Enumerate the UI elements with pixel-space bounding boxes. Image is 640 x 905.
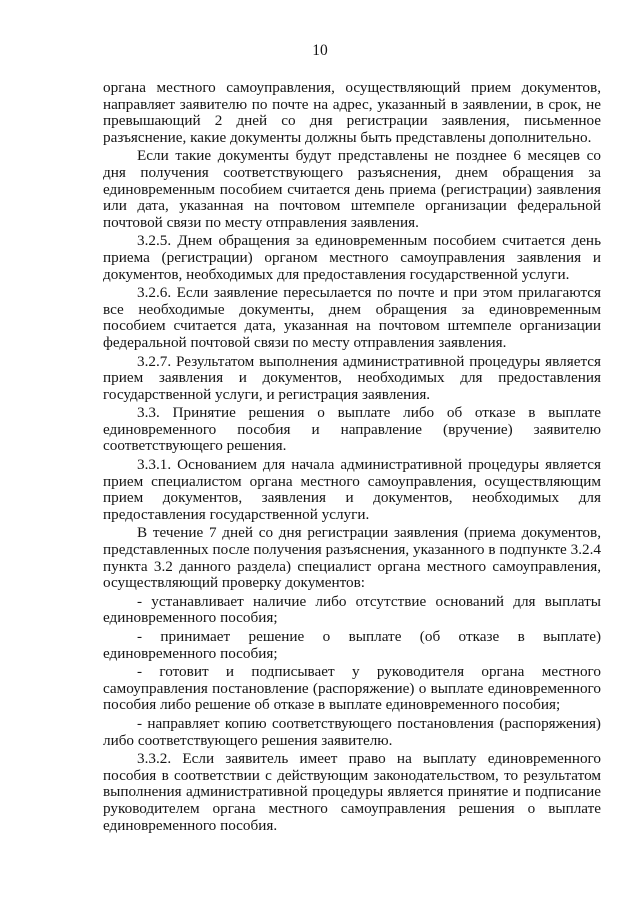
paragraph-continuation: органа местного самоуправления, осуществляющий прием документов, направляет заявителю по почте на адрес, указанный в заявлении, в срок, не превышающий 2 дней со дня регистрации заявления, письменное разъяснение, какие документы должны быть представлены дополнительно.: [103, 79, 601, 146]
document-body: [103, 80, 601, 836]
paragraph-3-3-1: 3.3.1. Основанием для начала административной процедуры является прием специалистом органа местного самоуправления, осуществляющим прием документов, заявления и документов, необходимых для предоставления государственной услуги.: [103, 456, 601, 523]
paragraph-3-3: 3.3. Принятие решения о выплате либо об отказе в выплате единовременного пособия и направление (вручение) заявителю соответствующего решения.: [103, 404, 601, 455]
paragraph-3-2-7: 3.2.7. Результатом выполнения административной процедуры является прием заявления и документов, необходимых для предоставления государственной услуги, и регистрация заявления.: [103, 352, 601, 403]
paragraph-seven-days: В течение 7 дней со дня регистрации заявления (приема документов, представленных после получения разъяснения, указанного в подпункте 3.2.4 пункта 3.2 данного раздела) специалист органа местного самоуправления, осуществляющий проверку документов:: [103, 524, 601, 592]
paragraph-3-2-6: 3.2.6. Если заявление пересылается по почте и при этом прилагаются все необходимые документы, днем обращения за единовременным пособием считается дата, указанная на почтовом штемпеле организации федеральной почтовой связи по месту отправления заявления.: [103, 284, 601, 351]
list-item-decides: - принимает решение о выплате (об отказе в выплате) единовременного пособия;: [103, 628, 601, 662]
paragraph-documents-deadline: Если такие документы будут представлены не позднее 6 месяцев со дня получения соответствующего разъяснения, днем обращения за единовременным пособием считается день приема (регистрации) заявления или дата, указанная на почтовом штемпеле организации федеральной почтовой связи по месту отправления заявления.: [103, 147, 601, 231]
list-item-sends: - направляет копию соответствующего постановления (распоряжения) либо соответствующего решения заявителю.: [103, 714, 601, 749]
list-item-prepares: - готовит и подписывает у руководителя органа местного самоуправления постановление (распоряжение) о выплате единовременного пособия либо решение об отказе в выплате единовременного пособия;: [103, 663, 601, 714]
list-item-establishes: - устанавливает наличие либо отсутствие оснований для выплаты единовременного пособия;: [103, 592, 601, 627]
paragraph-3-2-5: 3.2.5. Днем обращения за единовременным пособием считается день приема (регистрации) органом местного самоуправления заявления и документов, необходимых для предоставления государственной услуги.: [103, 232, 601, 283]
page-number: 10: [312, 42, 328, 59]
paragraph-3-3-2: 3.3.2. Если заявитель имеет право на выплату единовременного пособия в соответствии с действующим законодательством, то результатом выполнения административной процедуры является принятие и подписание руководителем органа местного самоуправления решения о выплате единовременного пособия.: [103, 750, 601, 834]
